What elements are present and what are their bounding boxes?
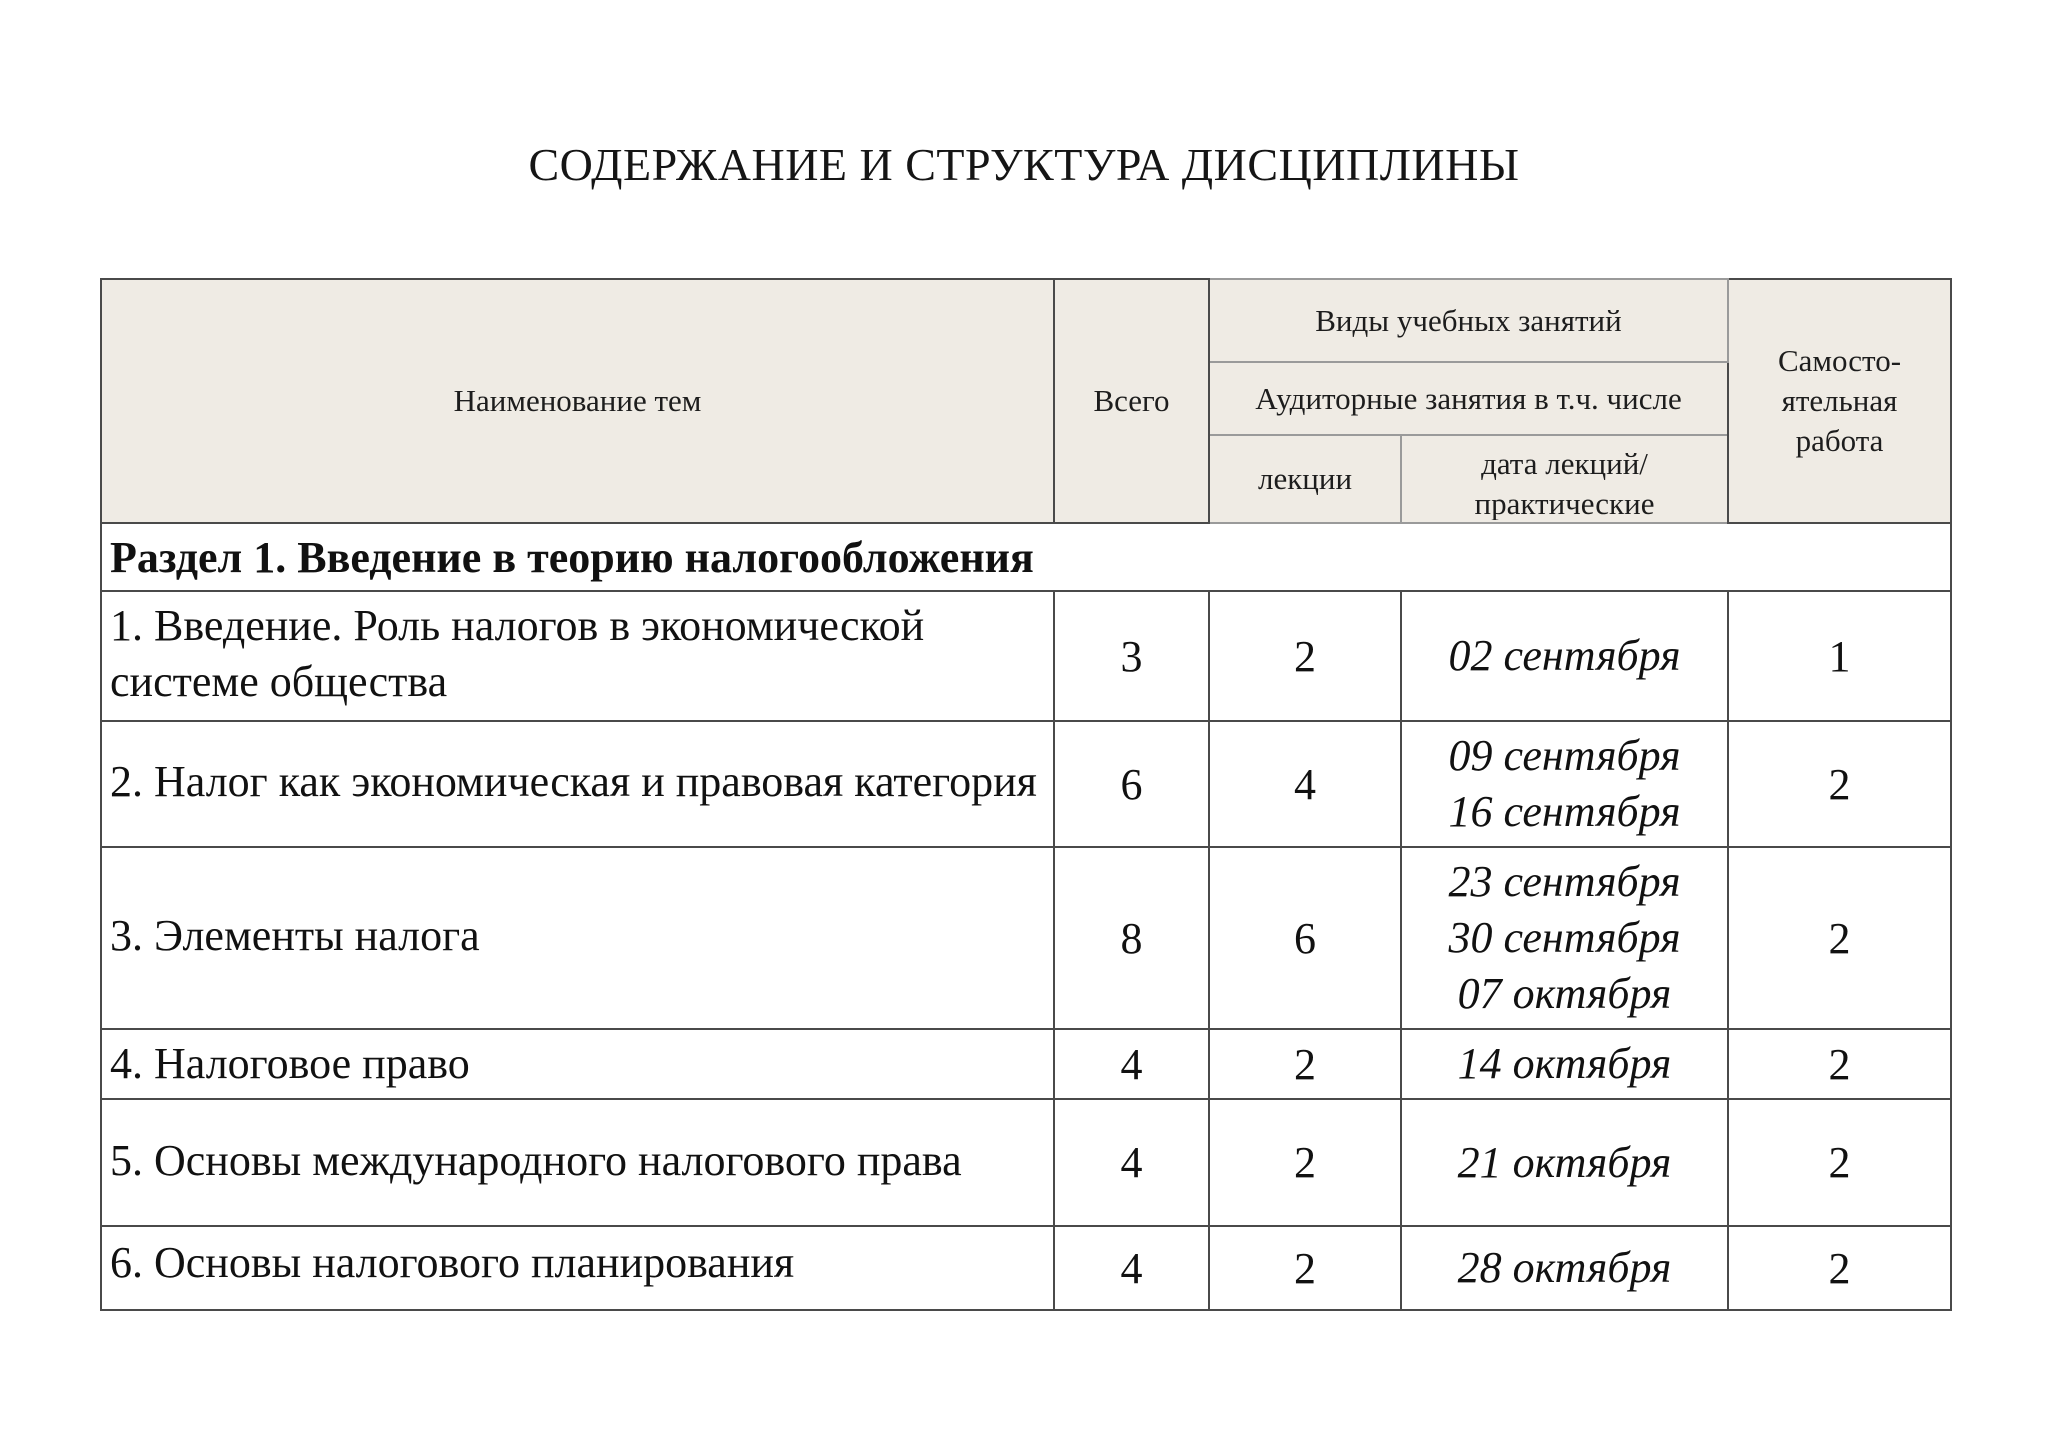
self-study-cell: 2: [1728, 721, 1951, 847]
dates-cell: [1401, 591, 1728, 721]
dates-cell: [1401, 1099, 1728, 1226]
total-cell: 4: [1054, 1099, 1209, 1226]
date-value: 23 сентября: [1448, 857, 1681, 906]
page-title: СОДЕРЖАНИЕ И СТРУКТУРА ДИСЦИПЛИНЫ: [528, 139, 1520, 190]
lectures-cell: 2: [1209, 1099, 1401, 1226]
dates-cell: [1401, 847, 1728, 1029]
date-value: 16 сентября: [1448, 787, 1681, 836]
lectures-cell: 4: [1209, 721, 1401, 847]
date-value: 09 сентября: [1448, 731, 1681, 780]
total-cell: 6: [1054, 721, 1209, 847]
date-value: 21 октября: [1457, 1137, 1672, 1187]
section-title: Раздел 1. Введение в теорию налогообложения: [101, 523, 1951, 591]
topic-cell: 1. Введение. Роль налогов в экономической системе общества: [101, 591, 1054, 721]
header-row-1: [101, 279, 1951, 362]
topic-cell: 2. Налог как экономическая и правовая категория: [101, 721, 1054, 847]
date-value: 14 октября: [1457, 1039, 1672, 1088]
dates-cell: [1401, 1029, 1728, 1099]
header-lecture-dates: дата лекций/ практические: [1401, 435, 1728, 523]
header-self-study: Самосто-ятельная работа: [1728, 279, 1951, 523]
date-value: 30 сентября: [1448, 913, 1681, 962]
date-value: 07 октября: [1457, 969, 1672, 1018]
table-row: [101, 591, 1951, 721]
lectures-cell: 2: [1209, 591, 1401, 721]
total-cell: 4: [1054, 1029, 1209, 1099]
date-value: 28 октября: [1457, 1243, 1672, 1292]
header-topic-name: Наименование тем: [101, 279, 1054, 523]
section-row: [101, 523, 1951, 591]
self-study-cell: 2: [1728, 1226, 1951, 1310]
header-lectures: лекции: [1209, 435, 1401, 523]
header-classroom: Аудиторные занятия в т.ч. числе: [1209, 362, 1728, 435]
dates-cell: [1401, 1226, 1728, 1310]
lectures-cell: 6: [1209, 847, 1401, 1029]
self-study-cell: 1: [1728, 591, 1951, 721]
self-study-cell: 2: [1728, 847, 1951, 1029]
header-lesson-types: Виды учебных занятий: [1209, 279, 1728, 362]
table-row: [101, 721, 1951, 847]
topic-cell: 3. Элементы налога: [101, 847, 1054, 1029]
lectures-cell: 2: [1209, 1226, 1401, 1310]
self-study-cell: 2: [1728, 1029, 1951, 1099]
header-total: Всего: [1054, 279, 1209, 523]
lectures-cell: 2: [1209, 1029, 1401, 1099]
dates-cell: [1401, 721, 1728, 847]
total-cell: 8: [1054, 847, 1209, 1029]
self-study-cell: 2: [1728, 1099, 1951, 1226]
topic-cell: 4. Налоговое право: [101, 1029, 1054, 1099]
total-cell: 3: [1054, 591, 1209, 721]
table-row: [101, 1099, 1951, 1226]
topic-cell: 5. Основы международного налогового права: [101, 1099, 1054, 1226]
table-row: [101, 847, 1951, 1029]
discipline-structure-table: [100, 278, 1952, 1311]
topic-cell: 6. Основы налогового планирования: [101, 1226, 1054, 1310]
date-value: 02 сентября: [1448, 631, 1681, 680]
total-cell: 4: [1054, 1226, 1209, 1310]
table-row: [101, 1226, 1951, 1310]
table-row: [101, 1029, 1951, 1099]
